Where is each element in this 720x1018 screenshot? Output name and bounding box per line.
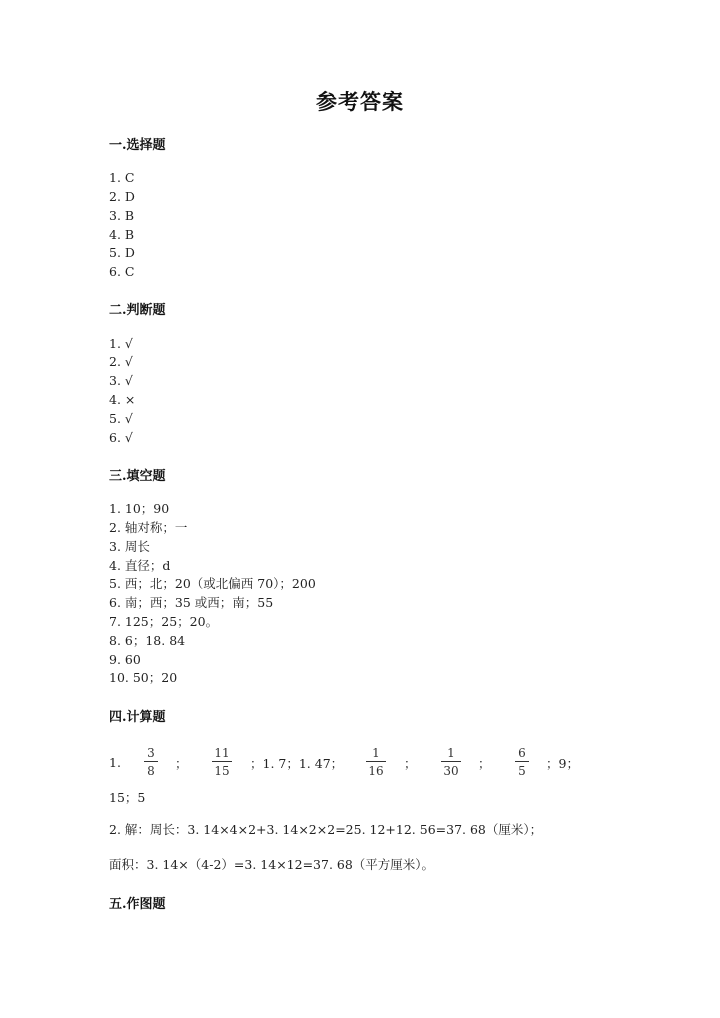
- fraction-bar: [441, 761, 461, 762]
- fraction-bar: [366, 761, 386, 762]
- fraction-denominator: 16: [368, 764, 384, 778]
- fraction-bar: [144, 761, 158, 762]
- fill-answer-8: 8. 6；18. 84: [109, 633, 186, 648]
- judge-answer-1: 1. √: [109, 336, 133, 351]
- fraction-2: [212, 746, 232, 778]
- fraction-numerator: 3: [147, 746, 155, 760]
- calc-q1-separator-3: ；: [404, 756, 417, 771]
- judge-answer-2: 2. √: [109, 354, 133, 369]
- section-heading-choice: 一.选择题: [109, 138, 166, 153]
- choice-answer-1: 1. C: [109, 170, 135, 185]
- calc-q1-separator-1: ；: [175, 756, 188, 771]
- calc-q1-separator-4: ；: [478, 756, 491, 771]
- fraction-4: [441, 746, 461, 778]
- fill-answer-9: 9. 60: [109, 652, 141, 667]
- judge-answer-5: 5. √: [109, 411, 133, 426]
- fraction-bar: [515, 761, 529, 762]
- section-heading-fill: 三.填空题: [109, 469, 166, 484]
- fraction-bar: [212, 761, 232, 762]
- calc-q2-perimeter: 2. 解：周长：3. 14×4×2+3. 14×2×2=25. 12+12. 56=37. 68（厘米）；: [109, 822, 543, 837]
- choice-answer-4: 4. B: [109, 227, 135, 242]
- fraction-denominator: 5: [518, 764, 526, 778]
- choice-answer-6: 6. C: [109, 264, 135, 279]
- fraction-denominator: 8: [147, 764, 155, 778]
- fill-answer-5: 5. 西；北；20（或北偏西 70）；200: [109, 576, 316, 591]
- calc-q1-separator-5: ；9；: [546, 756, 579, 771]
- section-heading-judge: 二.判断题: [109, 303, 166, 318]
- fill-answer-3: 3. 周长: [109, 539, 150, 554]
- fill-answer-2: 2. 轴对称；一: [109, 520, 188, 535]
- fill-answer-7: 7. 125；25；20。: [109, 614, 219, 629]
- choice-answer-3: 3. B: [109, 208, 135, 223]
- fraction-numerator: 11: [214, 746, 230, 760]
- section-heading-calc: 四.计算题: [109, 710, 166, 725]
- calc-q2-area: 面积：3. 14×（4-2）=3. 14×12=37. 68（平方厘米）。: [109, 857, 435, 872]
- page-title: 参考答案: [316, 89, 404, 114]
- choice-answer-2: 2. D: [109, 189, 135, 204]
- choice-answer-5: 5. D: [109, 245, 135, 260]
- fill-answer-6: 6. 南；西；35 或西；南；55: [109, 595, 274, 610]
- judge-answer-6: 6. √: [109, 430, 133, 445]
- judge-answer-4: 4. ×: [109, 392, 136, 407]
- fraction-numerator: 1: [372, 746, 380, 760]
- fill-answer-10: 10. 50；20: [109, 670, 178, 685]
- fraction-denominator: 15: [214, 764, 230, 778]
- judge-answer-3: 3. √: [109, 373, 133, 388]
- calc-q1-label: 1.: [109, 755, 121, 770]
- calc-q1-continuation: 15；5: [109, 790, 146, 805]
- fraction-denominator: 30: [443, 764, 459, 778]
- fraction-numerator: 1: [447, 746, 455, 760]
- fraction-5: [515, 746, 529, 778]
- fraction-numerator: 6: [518, 746, 526, 760]
- section-heading-drawing: 五.作图题: [109, 897, 166, 912]
- fill-answer-4: 4. 直径；d: [109, 558, 171, 573]
- calc-q1-separator-2: ；1. 7；1. 47；: [250, 756, 344, 771]
- fraction-3: [366, 746, 386, 778]
- fraction-1: [144, 746, 158, 778]
- fill-answer-1: 1. 10；90: [109, 501, 170, 516]
